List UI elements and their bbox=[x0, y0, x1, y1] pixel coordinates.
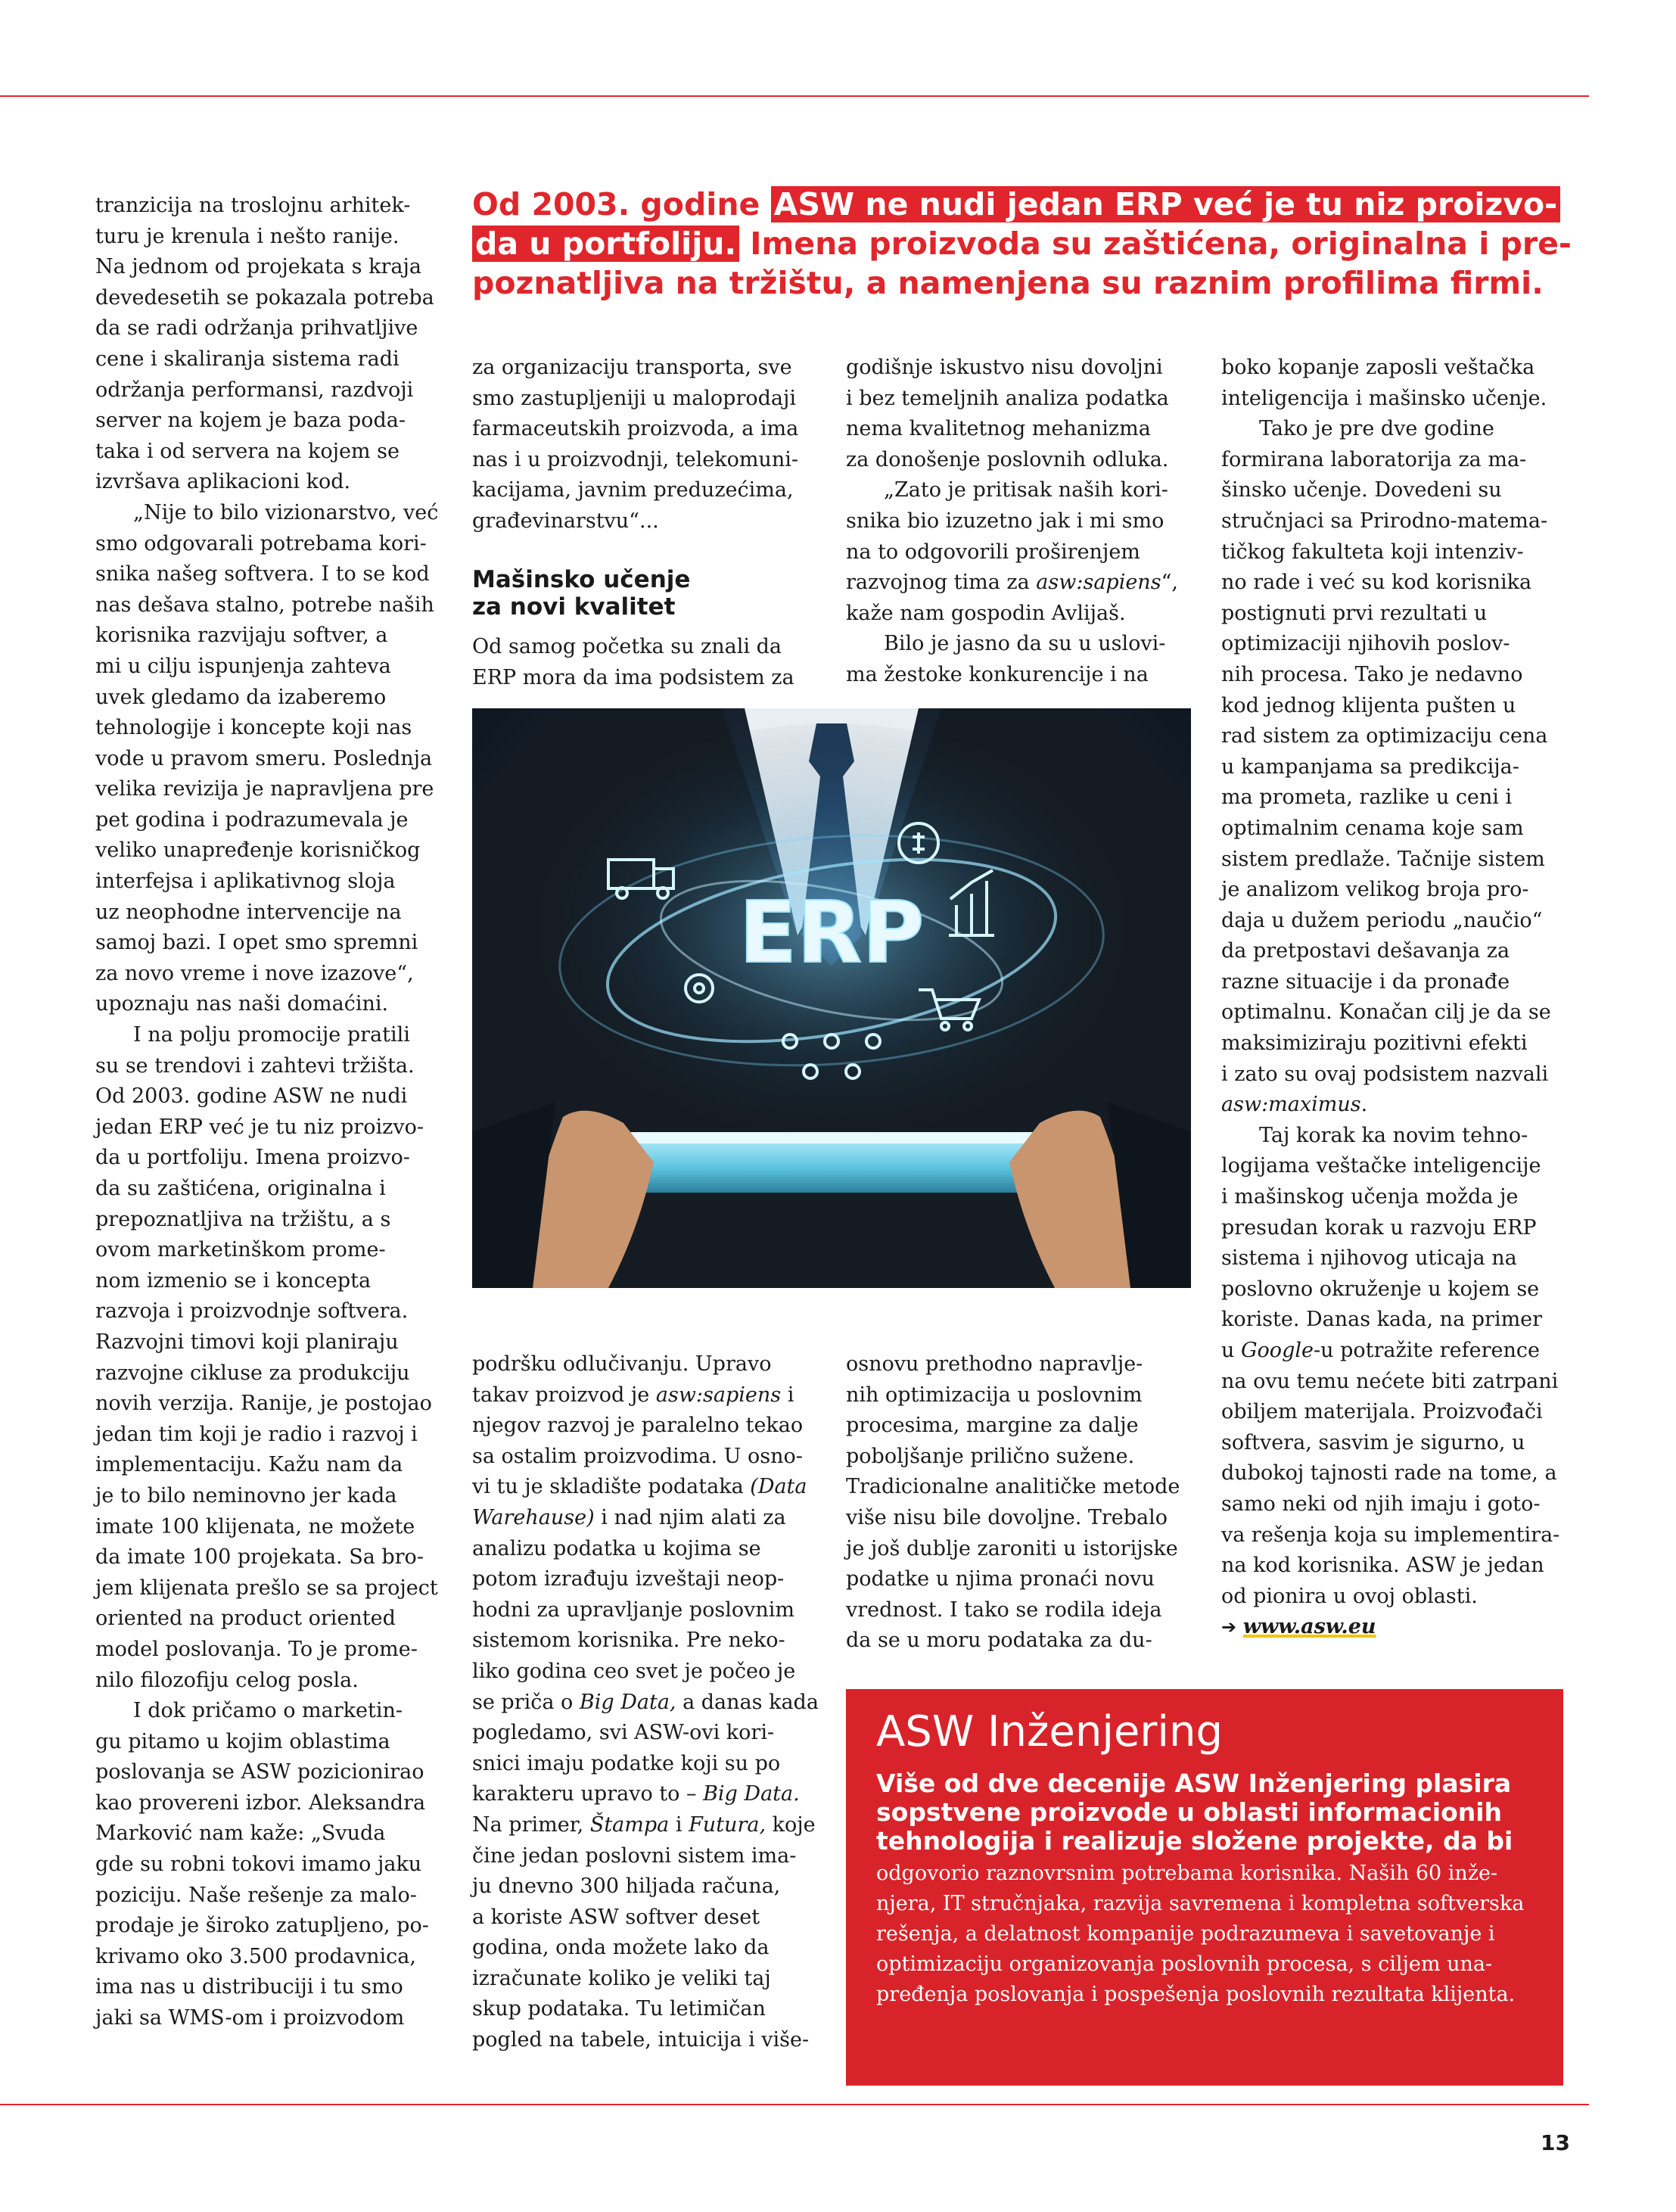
text-line: sistemom korisnika. Pre neko- bbox=[472, 1629, 785, 1653]
pull-quote-plain: Od 2003. godine bbox=[472, 186, 771, 222]
text-line: ima nas u distribuciji i tu smo bbox=[95, 1975, 403, 1999]
text-line: vi tu je skladište podataka (Data bbox=[472, 1475, 807, 1499]
company-info-box bbox=[846, 1689, 1563, 2086]
text-line: smo odgovarali potrebama kori- bbox=[95, 531, 427, 555]
pull-quote-highlight: ASW ne nudi jedan ERP već je tu niz proizvo- bbox=[771, 186, 1561, 222]
text-line: model poslovanja. To je prome- bbox=[95, 1637, 418, 1661]
text-line: takav proizvod je asw:sapiens i bbox=[472, 1383, 794, 1407]
text-line: inteligencija i mašinsko učenje. bbox=[1221, 386, 1547, 410]
text-line: sistem predlaže. Tačnije sistem bbox=[1221, 847, 1545, 871]
text-line: I dok pričamo o marketin- bbox=[133, 1699, 403, 1723]
text-line: kod jednog klijenta pušten u bbox=[1221, 693, 1516, 717]
text-line: „Nije to bilo vizionarstvo, već bbox=[133, 500, 439, 524]
text-line: razvojnog tima za asw:sapiens“, bbox=[846, 571, 1178, 595]
text-line: optimizaciji njihovih poslov- bbox=[1221, 632, 1510, 656]
text-line: godišnje iskustvo nisu dovoljni bbox=[846, 356, 1163, 379]
text-line: formirana laboratorija za ma- bbox=[1221, 447, 1527, 471]
text-line: izračunate koliko je veliki taj bbox=[472, 1966, 771, 1990]
text-line: godina, onda možete lako da bbox=[472, 1936, 770, 1960]
info-box-title: ASW Inženjering bbox=[876, 1707, 1224, 1756]
text-line: snika bio izuzetno jak i mi smo bbox=[846, 509, 1164, 533]
text-line: nih procesa. Tako je nedavno bbox=[1221, 662, 1523, 686]
text-line: je analizom velikog broja pro- bbox=[1221, 878, 1529, 902]
text-line: taka i od servera na kojem se bbox=[95, 439, 400, 463]
text-line: daja u dužem periodu „naučio“ bbox=[1221, 908, 1543, 932]
text-line: podršku odlučivanju. Upravo bbox=[472, 1352, 772, 1376]
text-line: Od 2003. godine ASW ne nudi bbox=[95, 1084, 408, 1109]
text-line: obiljem materijala. Proizvođači bbox=[1221, 1400, 1543, 1424]
text-line: turu je krenula i nešto ranije. bbox=[95, 224, 400, 248]
pull-quote bbox=[472, 185, 1577, 303]
text-line: u Google-u potražite reference bbox=[1221, 1339, 1540, 1362]
text-line: nas i u proizvodnji, telekomuni- bbox=[472, 447, 798, 471]
text-line: oriented na product oriented bbox=[95, 1607, 396, 1631]
text-line: procesima, margine za dalje bbox=[846, 1414, 1139, 1438]
text-line: ma prometa, razlike u ceni i bbox=[1221, 786, 1513, 810]
text-line: za novo vreme i nove izazove“, bbox=[95, 961, 414, 985]
body-line: odgovorio raznovrsnim potrebama korisnika. Naših 60 inže- bbox=[876, 1862, 1498, 1885]
text-line: Na jednom od projekata s kraja bbox=[95, 255, 421, 279]
body-line: optimizaciju organizovanja poslovnih procesa, s ciljem una- bbox=[876, 1952, 1493, 1976]
text-line: ju dnevno 300 hiljada računa, bbox=[472, 1874, 781, 1899]
text-line: rad sistem za optimizaciju cena bbox=[1221, 724, 1548, 748]
column-4 bbox=[1221, 353, 1559, 1643]
text-line: prodaje je široko zatupljeno, po- bbox=[95, 1914, 429, 1938]
text-line: upoznaju nas naši domaćini. bbox=[95, 992, 389, 1016]
text-line: no rade i već su kod korisnika bbox=[1221, 571, 1532, 595]
text-line: čine jedan poslovni sistem ima- bbox=[472, 1843, 797, 1868]
text-line: na to odgovorili proširenjem bbox=[846, 540, 1140, 564]
text-line: „Zato je pritisak naših kori- bbox=[884, 478, 1168, 502]
body-line: pređenja poslovanja i pospešenja poslovnih rezultata klijenta. bbox=[876, 1983, 1516, 2006]
text-line: njegov razvoj je paralelno tekao bbox=[472, 1414, 804, 1438]
text-line: Warehause) i nad njim alati za bbox=[472, 1505, 786, 1529]
text-line: softvera, sasvim je sigurno, u bbox=[1221, 1430, 1525, 1454]
subheading-line-1: Mašinsko učenje bbox=[472, 566, 691, 593]
text-line: koriste. Danas kada, na primer bbox=[1221, 1308, 1543, 1332]
pull-quote-line-2 bbox=[472, 224, 1577, 263]
text-line: potom izrađuju izveštaji neop- bbox=[472, 1567, 785, 1591]
text-line: da imate 100 projekata. Sa bro- bbox=[95, 1545, 424, 1570]
pull-quote-line-1 bbox=[472, 185, 1577, 224]
arrow-right-icon: ➔ bbox=[1221, 1616, 1237, 1638]
text-line: da u portfoliju. Imena proizvo- bbox=[95, 1146, 410, 1170]
text-line: boko kopanje zaposli veštačka bbox=[1221, 356, 1535, 379]
text-line: Od samog početka su znali da bbox=[472, 635, 782, 658]
text-line: uvek gledamo da izaberemo bbox=[95, 685, 387, 709]
text-line: pogledamo, svi ASW-ovi kori- bbox=[472, 1721, 775, 1745]
text-line: da pretpostavi dešavanja za bbox=[1221, 939, 1510, 963]
text-line: vrednost. I tako se rodila ideja bbox=[846, 1598, 1162, 1622]
text-line: podatke u njima pronaći novu bbox=[846, 1567, 1155, 1591]
text-line: Taj korak ka novim tehno- bbox=[1259, 1123, 1528, 1147]
text-line: postignuti prvi rezultati u bbox=[1221, 601, 1488, 625]
text-line: samoj bazi. I opet smo spremni bbox=[95, 931, 418, 955]
text-line: implementaciju. Kažu nam da bbox=[95, 1453, 403, 1477]
text-line: jaki sa WMS-om i proizvodom bbox=[95, 2006, 405, 2030]
text-line: Tako je pre dve godine bbox=[1259, 417, 1494, 441]
text-line: da su zaštićena, originalna i bbox=[95, 1177, 386, 1200]
text-line: uz neophodne intervencije na bbox=[95, 900, 402, 924]
text-line: tičkog fakulteta koji intenziv- bbox=[1221, 540, 1524, 564]
text-line: se priča o Big Data, a danas kada bbox=[472, 1690, 819, 1714]
text-line: da se u moru podataka za du- bbox=[846, 1629, 1152, 1653]
body-line: rešenja, a delatnost kompanije podrazumeva i savetovanje i bbox=[876, 1922, 1495, 1946]
text-line: snika našeg softvera. I to se kod bbox=[95, 562, 430, 586]
bottom-rule bbox=[0, 2104, 1589, 2105]
text-line: liko godina ceo svet je počeo je bbox=[472, 1659, 796, 1683]
text-line: šinsko učenje. Dovedeni su bbox=[1221, 478, 1502, 502]
text-line: ovom marketinškom prome- bbox=[95, 1238, 386, 1262]
text-line: mi u cilju ispunjenja zahteva bbox=[95, 654, 391, 678]
text-line: veliko unapređenje korisničkog bbox=[95, 838, 421, 863]
text-line: nilo filozofiju celog posla. bbox=[95, 1668, 359, 1692]
text-line: tranzicija na troslojnu arhitek- bbox=[95, 194, 411, 217]
text-line: korisnika razvijaju softver, a bbox=[95, 624, 388, 648]
text-line: hodni za upravljanje poslovnim bbox=[472, 1598, 794, 1622]
column-2-bottom bbox=[472, 1349, 819, 2056]
text-line: a koriste ASW softver deset bbox=[472, 1905, 760, 1929]
text-line: nema kvalitetnog mehanizma bbox=[846, 417, 1151, 441]
text-line: za organizaciju transporta, sve bbox=[472, 356, 792, 379]
text-line: osnovu prethodno napravlje- bbox=[846, 1352, 1143, 1376]
text-line: nih optimizacija u poslovnim bbox=[846, 1383, 1143, 1407]
top-rule bbox=[0, 95, 1589, 97]
text-line: je to bilo neminovno jer kada bbox=[95, 1483, 397, 1507]
text-line: i zato su ovaj podsistem nazvali bbox=[1221, 1062, 1549, 1086]
pull-quote-highlight: da u portfoliju. bbox=[472, 226, 739, 262]
text-line: dubokoj tajnosti rade na tome, a bbox=[1221, 1461, 1557, 1486]
text-line: za donošenje poslovnih odluka. bbox=[846, 447, 1169, 471]
text-line: logijama veštačke inteligencije bbox=[1221, 1154, 1541, 1178]
text-line: ma žestoke konkurencije i na bbox=[846, 662, 1149, 686]
text-line: jem klijenata prešlo se sa project bbox=[95, 1576, 438, 1600]
text-line: smo zastupljeniji u maloprodaji bbox=[472, 386, 796, 410]
lead-line: sopstvene proizvode u oblasti informacionih bbox=[876, 1797, 1503, 1827]
text-line: održanja performansi, razdvoji bbox=[95, 378, 414, 402]
text-line: krivamo oko 3.500 prodavnica, bbox=[95, 1944, 416, 1968]
text-line: server na kojem je baza poda- bbox=[95, 409, 406, 433]
text-line: optimalnu. Konačan cilj je da se bbox=[1221, 1000, 1551, 1025]
text-line: razvoja i proizvodnje softvera. bbox=[95, 1299, 409, 1324]
info-box-body bbox=[876, 1859, 1524, 2010]
text-line: nas dešava stalno, potrebe naših bbox=[95, 593, 434, 617]
website-url[interactable]: www.asw.eu bbox=[1242, 1615, 1376, 1639]
text-line: i bez temeljnih analiza podatka bbox=[846, 386, 1169, 410]
text-line: farmaceutskih proizvoda, a ima bbox=[472, 417, 799, 441]
text-line: poslovno okruženje u kojem se bbox=[1221, 1277, 1540, 1301]
column-2-after-heading bbox=[472, 632, 794, 693]
text-line: presudan korak u razvoju ERP bbox=[1221, 1215, 1537, 1240]
text-line: vode u pravom smeru. Poslednja bbox=[95, 746, 433, 770]
text-line: imate 100 klijenata, ne možete bbox=[95, 1514, 415, 1538]
text-line: od pionira u ovoj oblasti. bbox=[1221, 1584, 1478, 1608]
subheading-line-2: za novi kvalitet bbox=[472, 593, 676, 621]
text-line: na kod korisnika. ASW je jedan bbox=[1221, 1554, 1544, 1578]
text-line: pet godina i podrazumevala je bbox=[95, 807, 409, 832]
text-line: cene i skaliranja sistema radi bbox=[95, 347, 400, 371]
text-line: jedan tim koji je radio i razvoj i bbox=[95, 1422, 418, 1446]
text-line: izvršava aplikacioni kod. bbox=[95, 470, 351, 494]
text-line: je još dublje zaroniti u istorijske bbox=[846, 1536, 1178, 1560]
text-line: Na primer, Štampa i Futura, koje bbox=[472, 1812, 816, 1837]
text-line: pogled na tabele, intuicija i više- bbox=[472, 2028, 810, 2052]
text-line: jedan ERP već je tu niz proizvo- bbox=[95, 1115, 424, 1139]
text-line: razne situacije i da pronađe bbox=[1221, 969, 1510, 994]
text-line: su se trendovi i zahtevi tržišta. bbox=[95, 1053, 415, 1078]
text-line: da se radi održanja prihvatljive bbox=[95, 316, 418, 341]
text-line: više nisu bile dovoljne. Trebalo bbox=[846, 1505, 1168, 1529]
text-line: Marković nam kaže: „Svuda bbox=[95, 1822, 386, 1846]
text-line: maksimiziraju pozitivni efekti bbox=[1221, 1031, 1528, 1056]
text-line: velika revizija je napravljena pre bbox=[95, 777, 434, 801]
text-line: skup podataka. Tu letimičan bbox=[472, 1997, 766, 2021]
text-line: interfejsa i aplikativnog sloja bbox=[95, 870, 396, 894]
body-line: njera, IT stručnjaka, razvija savremena i kompletna softverska bbox=[876, 1892, 1525, 1915]
text-line: optimalnim cenama koje sam bbox=[1221, 816, 1524, 840]
text-line: poslovanja se ASW pozicionirao bbox=[95, 1760, 424, 1784]
text-line: poboljšanje prilično sužene. bbox=[846, 1444, 1135, 1468]
page-number: 13 bbox=[1541, 2130, 1570, 2155]
website-link[interactable] bbox=[1221, 1612, 1559, 1643]
text-line: novih verzija. Ranije, je postojao bbox=[95, 1392, 432, 1416]
text-line: karakteru upravo to – Big Data. bbox=[472, 1782, 800, 1806]
text-line: ERP mora da ima podsistem za bbox=[472, 665, 794, 689]
text-line: nom izmenio se i koncepta bbox=[95, 1268, 372, 1293]
text-line: samo neki od njih imaju i goto- bbox=[1221, 1492, 1541, 1516]
text-line: na ovu temu nećete biti zatrpani bbox=[1221, 1369, 1559, 1393]
text-line: Razvojni timovi koji planiraju bbox=[95, 1330, 399, 1354]
erp-hologram-graphic bbox=[472, 708, 1191, 1288]
text-line: I na polju promocije pratili bbox=[133, 1023, 410, 1047]
text-line: snici imaju podatke koji su po bbox=[472, 1751, 781, 1775]
text-line: građevinarstvu“... bbox=[472, 509, 659, 533]
text-line: gu pitamo u kojim oblastima bbox=[95, 1729, 390, 1753]
text-line: sa ostalim proizvodima. U osno- bbox=[472, 1444, 803, 1468]
lead-line: tehnologija i realizuje složene projekte, da bi bbox=[876, 1826, 1513, 1856]
text-line: sistema i njihovog uticaja na bbox=[1221, 1246, 1517, 1271]
erp-hologram-text: ERP bbox=[738, 884, 925, 982]
lead-line: Više od dve decenije ASW Inženjering plasira bbox=[876, 1769, 1512, 1798]
section-subheading bbox=[472, 566, 690, 621]
column-2-top bbox=[472, 353, 798, 537]
text-line: poziciju. Naše rešenje za malo- bbox=[95, 1883, 417, 1907]
column-3-top bbox=[846, 353, 1178, 691]
text-line: i mašinskog učenja možda je bbox=[1221, 1185, 1519, 1209]
pull-quote-line-3: poznatljiva na tržištu, a namenjena su raznim profilima firmi. bbox=[472, 265, 1544, 301]
text-line: kacijama, javnim preduzećima, bbox=[472, 478, 794, 502]
text-line: razvojne cikluse za produkciju bbox=[95, 1361, 410, 1385]
text-line: tehnologije i koncepte koji nas bbox=[95, 716, 412, 740]
text-line: Tradicionalne analitičke metode bbox=[846, 1475, 1180, 1499]
text-line: asw:maximus. bbox=[1221, 1093, 1368, 1117]
text-line: gde su robni tokovi imamo jaku bbox=[95, 1853, 422, 1877]
text-line: prepoznatljiva na tržištu, a s bbox=[95, 1207, 391, 1231]
erp-illustration-photo bbox=[472, 708, 1191, 1288]
info-box-lead bbox=[876, 1769, 1513, 1856]
column-3-bottom bbox=[846, 1349, 1180, 1657]
column-1 bbox=[95, 191, 438, 2034]
text-line: kaže nam gospodin Avlijaš. bbox=[846, 601, 1126, 625]
text-line: kao provereni izbor. Aleksandra bbox=[95, 1790, 426, 1815]
pull-quote-plain: Imena proizvoda su zaštićena, originalna i pre- bbox=[739, 226, 1572, 262]
text-line: Bilo je jasno da su u uslovi- bbox=[884, 632, 1166, 656]
text-line: stručnjaci sa Prirodno-matema- bbox=[1221, 509, 1548, 533]
text-line: va rešenja koja su implementira- bbox=[1221, 1523, 1560, 1547]
text-line: devedesetih se pokazala potreba bbox=[95, 285, 434, 310]
text-line: u kampanjama sa predikcija- bbox=[1221, 754, 1519, 779]
text-line: analizu podatka u kojima se bbox=[472, 1536, 761, 1560]
